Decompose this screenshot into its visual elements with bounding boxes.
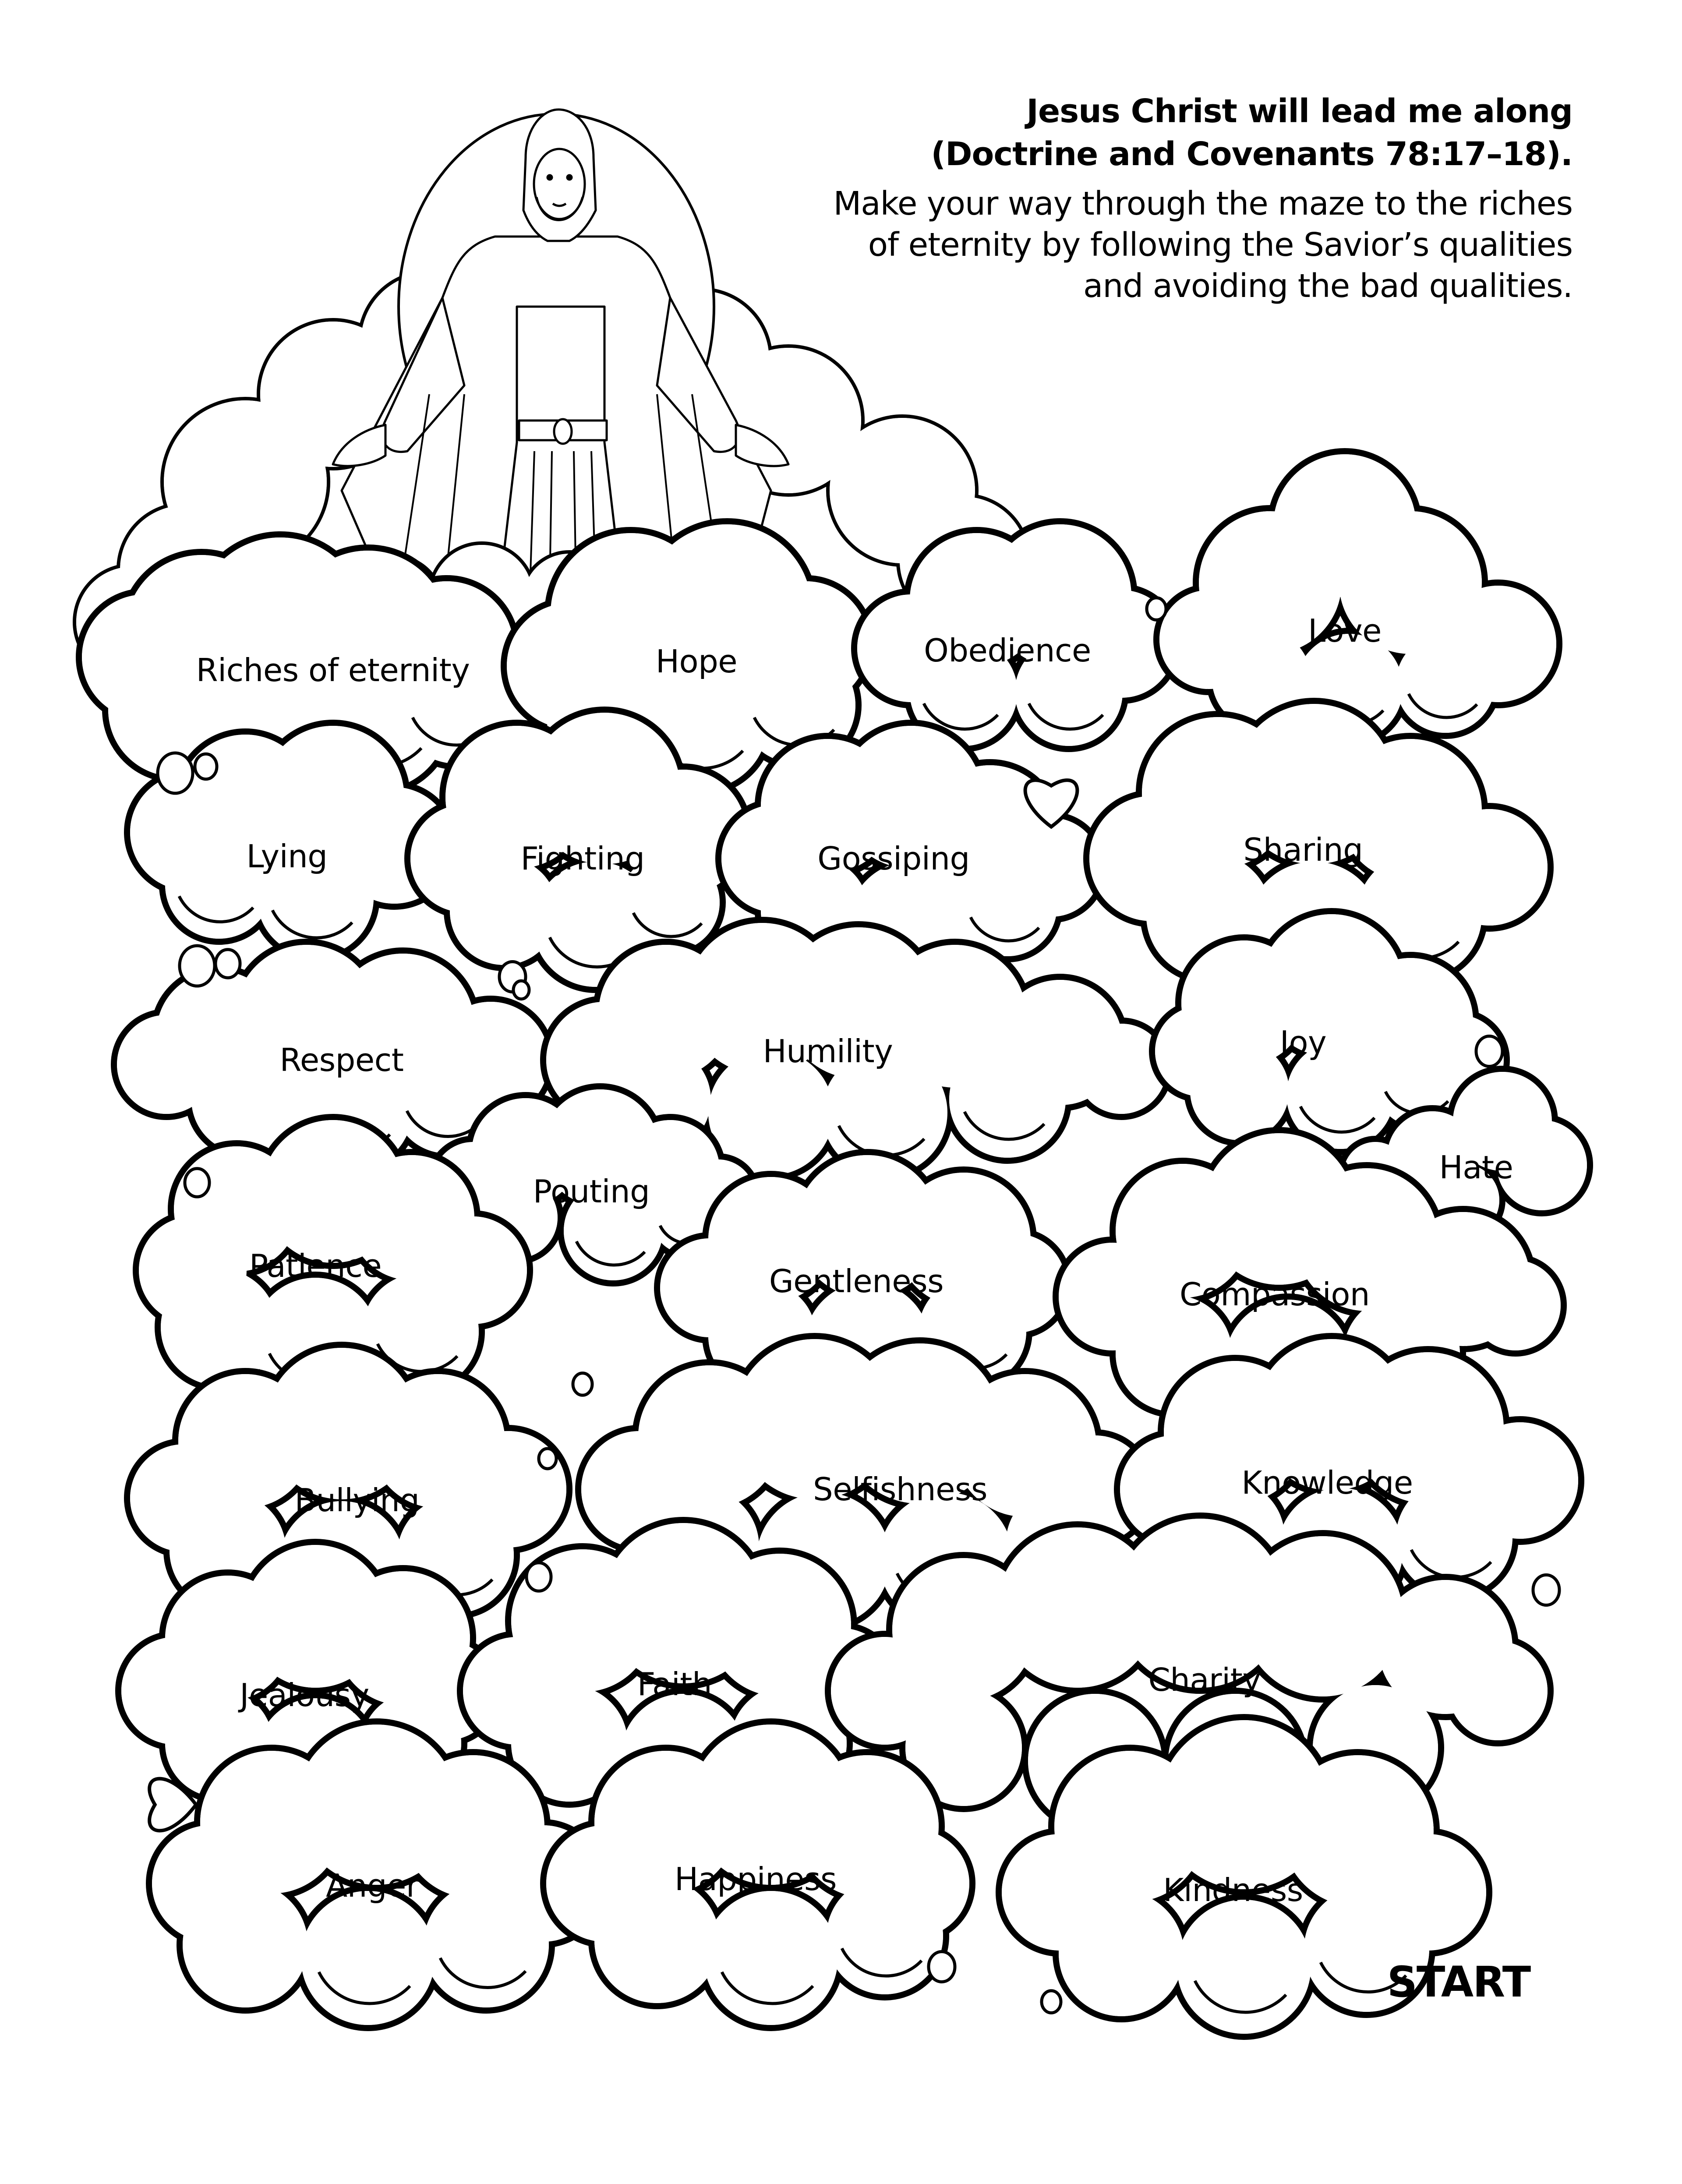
bubble-icon bbox=[573, 1373, 592, 1396]
bubble-icon bbox=[180, 946, 215, 986]
maze-clouds bbox=[79, 451, 1590, 2037]
bubble-icon bbox=[216, 950, 240, 978]
maze-cell-faith[interactable]: Faith bbox=[637, 1666, 712, 1703]
page-heading bbox=[931, 90, 1572, 176]
bubble-icon bbox=[513, 981, 529, 999]
maze-cell-riches-of-eternity[interactable]: Riches of eternity bbox=[196, 652, 470, 689]
bubble-icon bbox=[1533, 1575, 1559, 1605]
bubble-icon bbox=[539, 1449, 556, 1469]
maze-cell-compassion[interactable]: Compassion bbox=[1180, 1276, 1370, 1313]
maze-cell-fighting[interactable]: Fighting bbox=[520, 840, 645, 877]
maze-cell-selfishness[interactable]: Selfishness bbox=[813, 1471, 987, 1508]
maze-cell-bullying[interactable]: Bullying bbox=[294, 1482, 420, 1519]
heading-line-1: Jesus Christ will lead me along bbox=[1026, 92, 1572, 130]
maze-cell-hate[interactable]: Hate bbox=[1439, 1149, 1513, 1186]
heading-line-2: (Doctrine and Covenants 78:17–18). bbox=[931, 135, 1572, 173]
maze-cell-lying[interactable]: Lying bbox=[246, 838, 328, 875]
bubble-icon bbox=[1476, 1036, 1502, 1067]
maze-cell-gossiping[interactable]: Gossiping bbox=[817, 840, 970, 877]
maze-cell-sharing[interactable]: Sharing bbox=[1243, 831, 1363, 868]
maze-cell-jealousy[interactable]: Jealousy bbox=[240, 1677, 369, 1714]
maze-cell-pouting[interactable]: Pouting bbox=[533, 1173, 650, 1210]
bubble-icon bbox=[185, 1169, 209, 1197]
maze-cell-joy[interactable]: Joy bbox=[1279, 1024, 1327, 1061]
bubble-icon bbox=[929, 1952, 955, 1982]
maze-cell-obedience[interactable]: Obedience bbox=[924, 632, 1091, 669]
instruction-line-1: Make your way through the maze to the riches bbox=[833, 185, 1572, 223]
cloud-love[interactable] bbox=[1156, 451, 1559, 745]
instructions bbox=[833, 183, 1572, 307]
maze-cell-knowledge[interactable]: Knowledge bbox=[1241, 1464, 1413, 1501]
maze-cell-gentleness[interactable]: Gentleness bbox=[769, 1263, 944, 1300]
maze-cell-anger[interactable]: Anger bbox=[326, 1867, 419, 1904]
instruction-line-2: of eternity by following the Savior’s qualities bbox=[868, 226, 1572, 264]
maze-cell-love[interactable]: Love bbox=[1308, 612, 1382, 649]
maze-cell-humility[interactable]: Humility bbox=[763, 1033, 893, 1070]
instruction-line-3: and avoiding the bad qualities. bbox=[1083, 267, 1572, 305]
maze-cell-charity[interactable]: Charity bbox=[1148, 1661, 1261, 1698]
bubble-icon bbox=[195, 754, 217, 779]
bubble-icon bbox=[158, 753, 193, 793]
maze-cell-happiness[interactable]: Happiness bbox=[674, 1861, 837, 1898]
bubble-icon bbox=[527, 1563, 551, 1591]
bubble-icon bbox=[1042, 1991, 1061, 2013]
bubble-icon bbox=[1147, 598, 1166, 620]
start-label[interactable]: START bbox=[1387, 1958, 1530, 2007]
maze-cell-patience[interactable]: Patience bbox=[249, 1247, 382, 1284]
maze-cell-hope[interactable]: Hope bbox=[655, 643, 738, 680]
maze-cell-kindness[interactable]: Kindness bbox=[1163, 1872, 1303, 1908]
maze-cell-respect[interactable]: Respect bbox=[279, 1042, 404, 1078]
